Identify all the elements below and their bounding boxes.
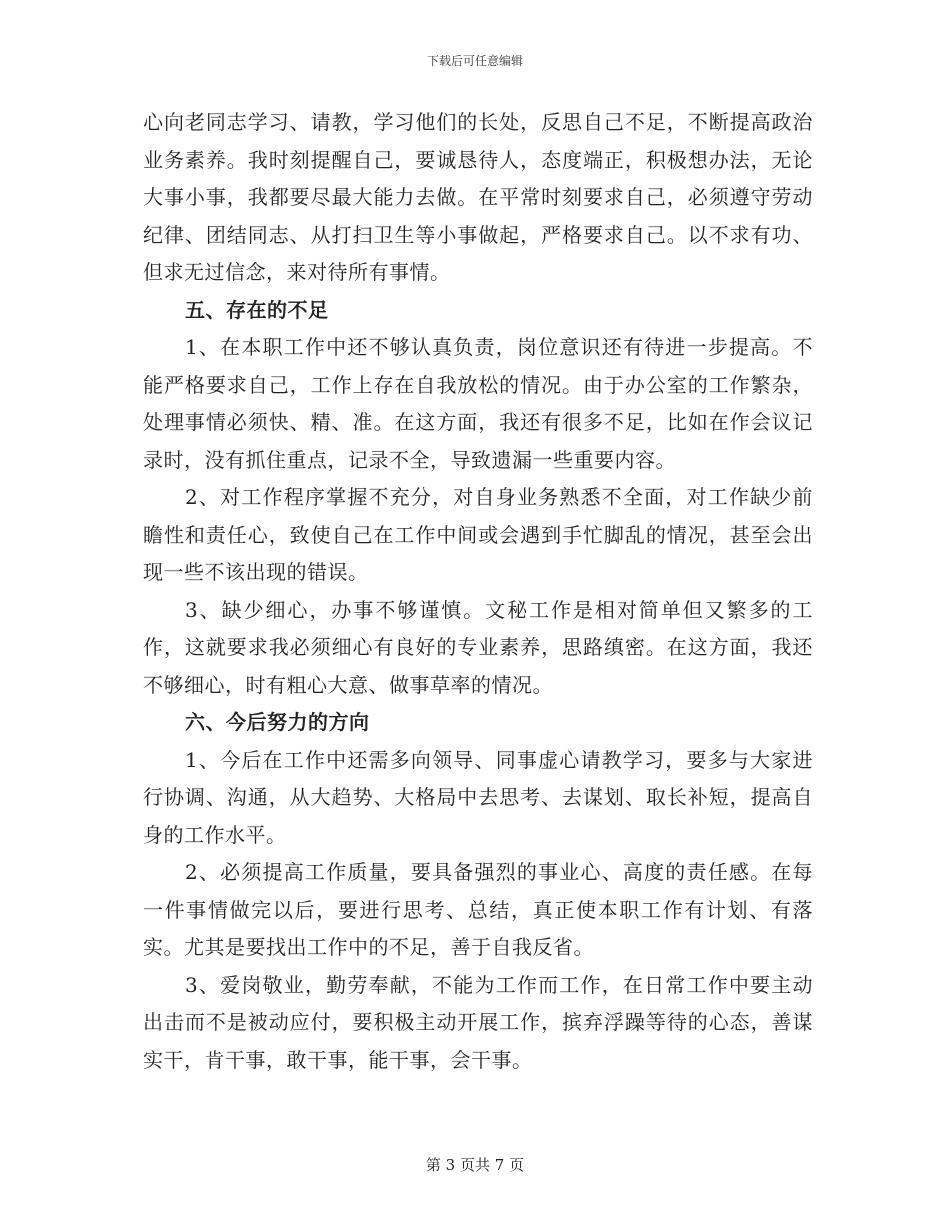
paragraph-intro-continued: 心向老同志学习、请教，学习他们的长处，反思自己不足，不断提高政治业务素养。我时刻提醒自己，要诚恳待人，态度端正，积极想办法，无论大事小事，我都要尽最大能力去做。在平常时刻要求自己，必须遵守劳动纪律、团结同志、从打扫卫生等小事做起，严格要求自己。以不求有功、但求无过信念，来对待所有事情。 xyxy=(143,110,813,284)
paragraph-shortcoming-2: 2、对工作程序掌握不充分，对自身业务熟悉不全面，对工作缺少前瞻性和责任心，致使自己在工作中间或会遇到手忙脚乱的情况，甚至会出现一些不该出现的错误。 xyxy=(143,485,813,584)
paragraph-direction-1: 1、今后在工作中还需多向领导、同事虚心请教学习，要多与大家进行协调、沟通，从大趋势、大格局中去思考、去谋划、取长补短，提高自身的工作水平。 xyxy=(143,747,813,847)
page-number-footer: 第 3 页共 7 页 xyxy=(425,1156,525,1174)
paragraph-shortcoming-3: 3、缺少细心，办事不够谨慎。文秘工作是相对简单但又繁多的工作，这就要求我必须细心有良好的专业素养，思路缜密。在这方面，我还不够细心，时有粗心大意、做事草率的情况。 xyxy=(143,597,813,697)
section-heading-future-direction: 六、今后努力的方向 xyxy=(185,710,370,734)
paragraph-direction-3: 3、爱岗敬业，勤劳奉献，不能为工作而工作，在日常工作中要主动出击而不是被动应付，要积极主动开展工作，摈弃浮躁等待的心态，善谋实干，肯干事，敢干事，能干事，会干事。 xyxy=(143,972,813,1072)
paragraph-direction-2: 2、必须提高工作质量，要具备强烈的事业心、高度的责任感。在每一件事情做完以后，要进行思考、总结，真正使本职工作有计划、有落实。尤其是要找出工作中的不足，善于自我反省。 xyxy=(143,860,813,959)
document-body xyxy=(143,104,813,1079)
section-heading-shortcomings: 五、存在的不足 xyxy=(185,297,329,322)
paragraph-shortcoming-1: 1、在本职工作中还不够认真负责，岗位意识还有待进一步提高。不能严格要求自己，工作上存在自我放松的情况。由于办公室的工作繁杂，处理事情必须快、精、准。在这方面，我还有很多不足，比如在作会议记录时，没有抓住重点，记录不全，导致遗漏一些重要内容。 xyxy=(143,335,813,472)
page-header: 下载后可任意编辑 xyxy=(426,54,523,68)
